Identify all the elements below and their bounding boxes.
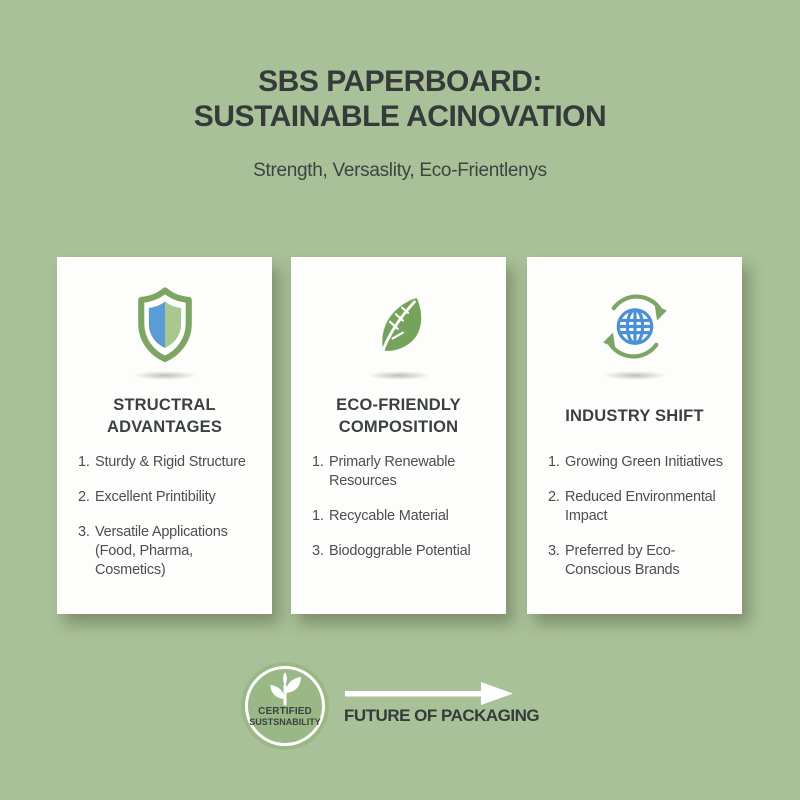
list-item xyxy=(548,453,736,472)
list-item-text: Recycable Material xyxy=(329,508,449,524)
list-item-text: Growing Green Initiatives xyxy=(565,454,723,470)
list-item xyxy=(78,453,266,472)
card-list xyxy=(548,453,736,580)
leaf-icon xyxy=(291,279,506,371)
arrow-right-icon xyxy=(345,680,515,708)
icon-drop-shadow xyxy=(367,371,431,380)
list-item xyxy=(548,542,736,580)
list-item-text: Sturdy & Rigid Structure xyxy=(95,454,246,470)
list-item-number: 2. xyxy=(548,489,560,505)
list-item-text: Preferred by Eco-Conscious Brands xyxy=(565,543,680,578)
card-list xyxy=(78,453,266,580)
list-item-number: 1. xyxy=(312,454,324,470)
badge-text-line1: CERTIFIED xyxy=(258,706,312,717)
list-item xyxy=(312,542,500,561)
list-item-number: 3. xyxy=(312,543,324,559)
card-list xyxy=(312,453,500,561)
icon-drop-shadow xyxy=(133,371,197,380)
globe-recycle-icon xyxy=(527,279,742,371)
card-structural-advantages xyxy=(57,257,272,614)
page-title-line2: SUSTAINABLE ACINOVATION xyxy=(193,100,607,133)
card-heading: ECO-FRIENDLY COMPOSITION xyxy=(336,396,461,436)
shield-icon xyxy=(57,279,272,371)
card-industry-shift xyxy=(527,257,742,614)
list-item-number: 1. xyxy=(312,508,324,524)
badge-text-line2: SUSTSNABILITY xyxy=(249,717,321,727)
list-item-number: 1. xyxy=(548,454,560,470)
page-subtitle: Strength, Versaslity, Eco-Frientlenys xyxy=(253,160,547,181)
list-item-text: Biodoggrable Potential xyxy=(329,543,471,559)
list-item xyxy=(78,488,266,507)
page-title xyxy=(0,64,800,134)
icon-drop-shadow xyxy=(603,371,667,380)
list-item xyxy=(312,507,500,526)
card-heading: INDUSTRY SHIFT xyxy=(565,407,704,425)
future-of-packaging-label: FUTURE OF PACKAGING xyxy=(344,706,540,725)
list-item-number: 2. xyxy=(78,489,90,505)
certified-sustainability-badge xyxy=(241,662,329,750)
list-item xyxy=(548,488,736,526)
list-item-number: 3. xyxy=(78,524,90,540)
list-item-text: Versatile Applications (Food, Pharma, Cosmetics) xyxy=(95,524,228,578)
list-item-number: 1. xyxy=(78,454,90,470)
page-title-line1: SBS PAPERBOARD: xyxy=(258,65,542,98)
list-item xyxy=(312,453,500,491)
card-eco-friendly-composition xyxy=(291,257,506,614)
list-item-number: 3. xyxy=(548,543,560,559)
list-item-text: Primarly Renewable Resources xyxy=(329,454,456,489)
list-item-text: Excellent Printibility xyxy=(95,489,216,505)
card-heading: STRUCTRAL ADVANTAGES xyxy=(106,396,223,436)
list-item-text: Reduced Environmental Impact xyxy=(565,489,716,524)
list-item xyxy=(78,523,266,580)
